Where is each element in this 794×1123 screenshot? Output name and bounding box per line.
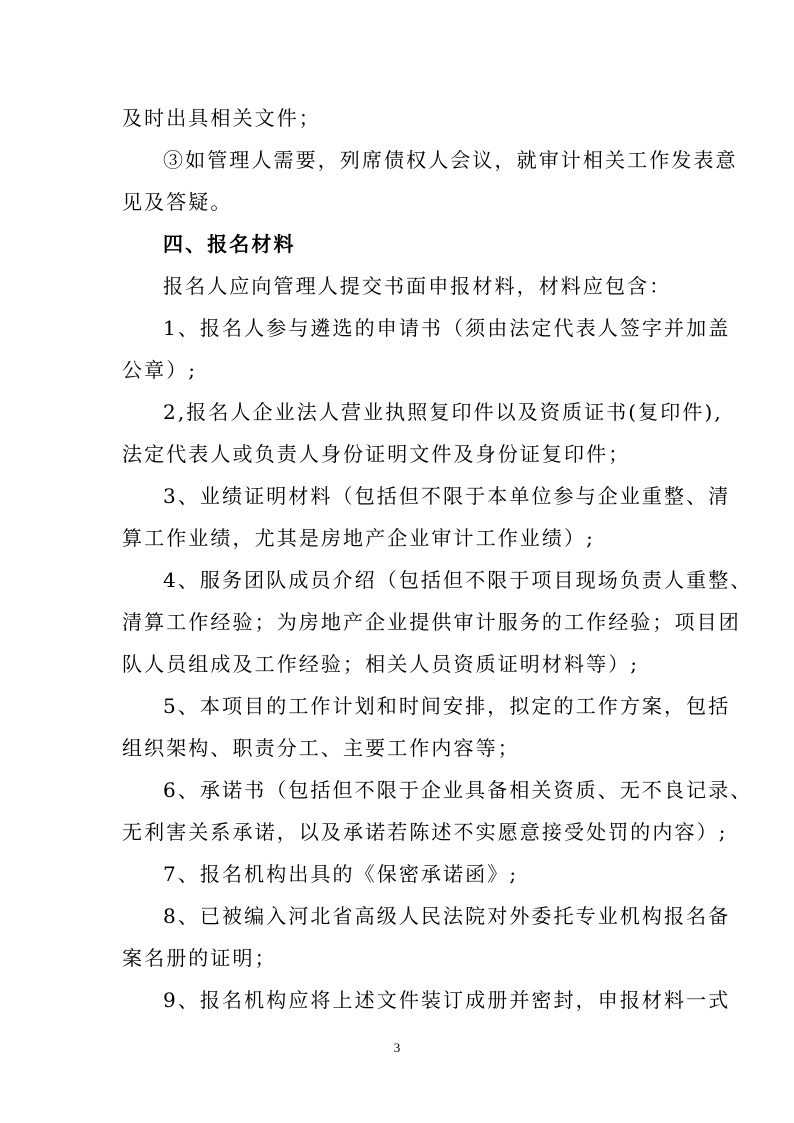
- text-line: 7、报名机构出具的《保密承诺函》;: [163, 862, 519, 886]
- text-line: 无利害关系承诺，以及承诺若陈述不实愿意接受处罚的内容）;: [122, 820, 728, 844]
- text-line: 1、报名人参与遴选的申请书（须由法定代表人签字并加盖: [163, 316, 731, 340]
- text-line: 组织架构、职责分工、主要工作内容等；: [122, 736, 520, 760]
- text-line: 8、已被编入河北省高级人民法院对外委托专业机构报名备: [163, 904, 731, 928]
- text-line: 法定代表人或负责人身份证明文件及身份证复印件；: [122, 442, 631, 466]
- text-line: 2,报名人企业法人营业执照复印件以及资质证书(复印件),: [163, 400, 723, 424]
- text-line: 5、本项目的工作计划和时间安排，拟定的工作方案，包括: [163, 694, 731, 718]
- text-line: 6、承诺书（包括但不限于企业具备相关资质、无不良记录、: [163, 778, 753, 802]
- text-line: 公章）;: [122, 358, 198, 382]
- section-heading: 四、报名材料: [163, 232, 296, 256]
- text-line: 算工作业绩，尤其是房地产企业审计工作业绩）;: [122, 526, 595, 550]
- text-line: 见及答疑。: [122, 190, 233, 214]
- text-line: 及时出具相关文件；: [122, 106, 321, 130]
- text-line: 3、业绩证明材料（包括但不限于本单位参与企业重整、清: [163, 484, 731, 508]
- text-line: 4、服务团队成员介绍（包括但不限于项目现场负责人重整、: [163, 568, 753, 592]
- text-line: 报名人应向管理人提交书面申报材料，材料应包含：: [163, 274, 672, 298]
- text-line: 队人员组成及工作经验；相关人员资质证明材料等）;: [122, 652, 640, 676]
- text-line: 9、报名机构应将上述文件装订成册并密封，申报材料一式: [163, 988, 731, 1012]
- text-line: 案名册的证明；: [122, 946, 277, 970]
- page-number: 3: [393, 1040, 401, 1055]
- text-line: ③如管理人需要，列席债权人会议，就审计相关工作发表意: [163, 148, 738, 172]
- text-line: 清算工作经验；为房地产企业提供审计服务的工作经验；项目团: [122, 610, 741, 634]
